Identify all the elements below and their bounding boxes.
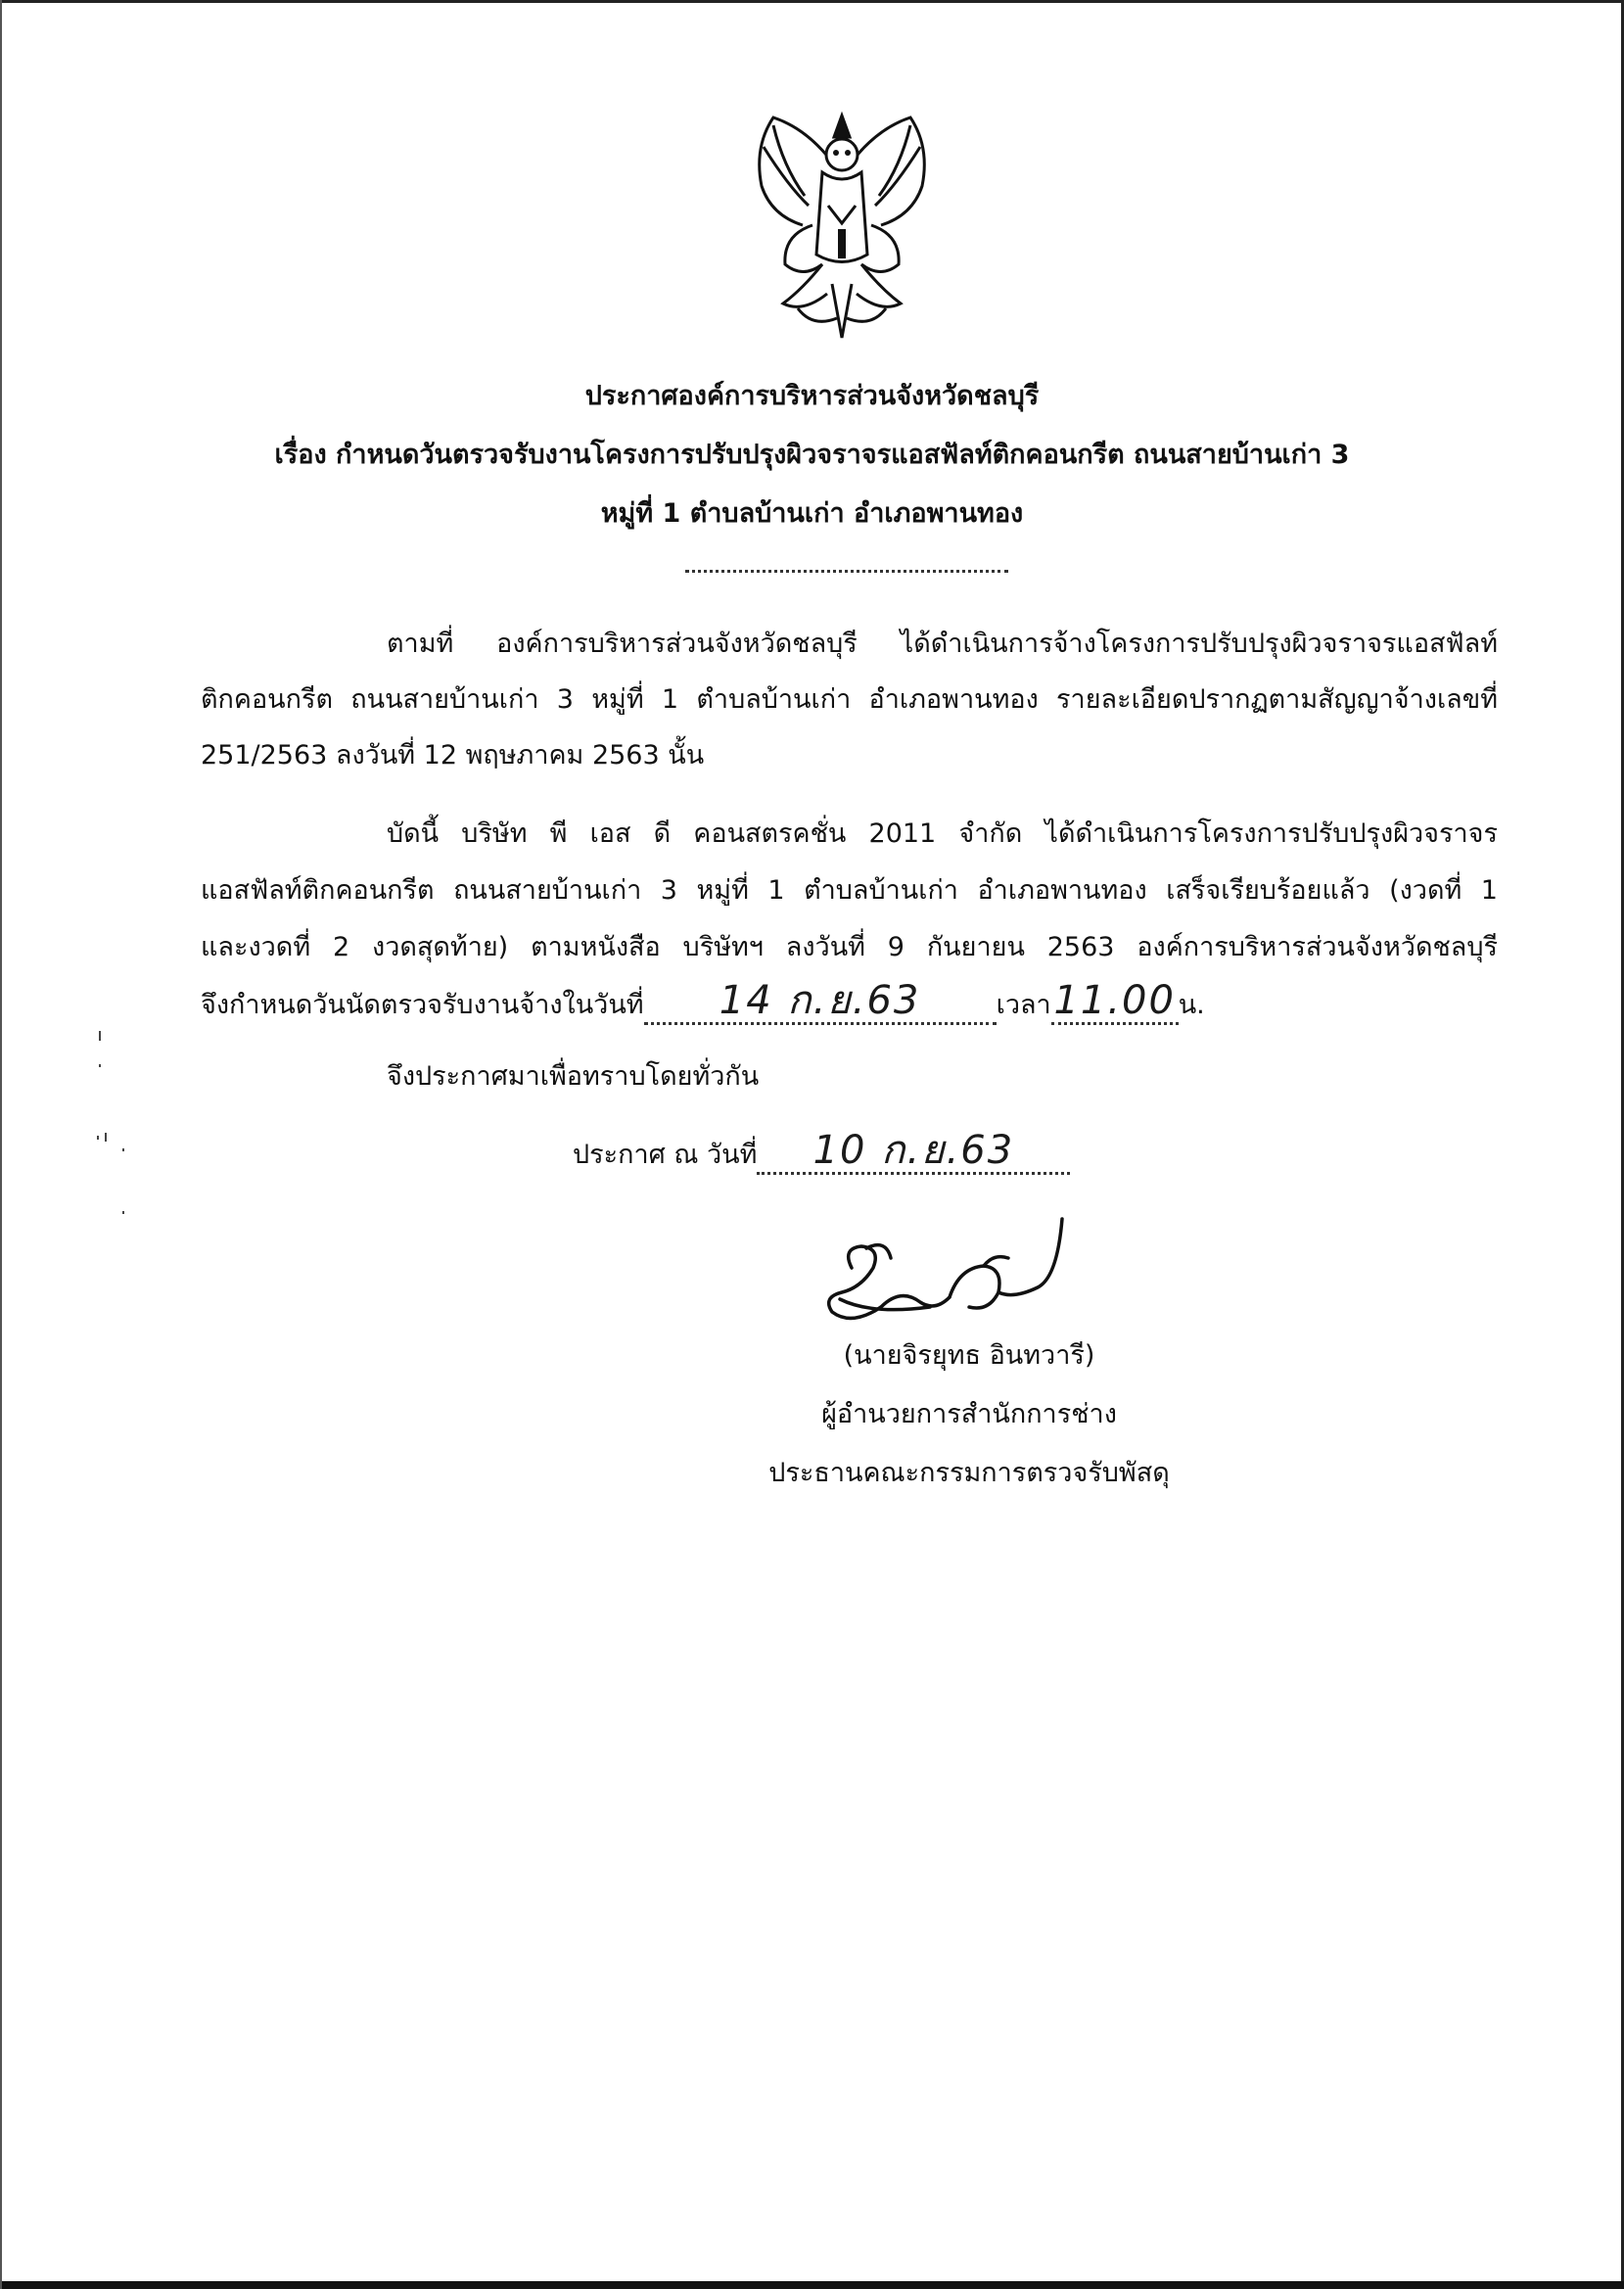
inspection-date-handwritten: 14 ก.ย.63 (719, 978, 921, 1023)
announcement-subject-line2: หมู่ที่ 1 ตำบลบ้านเก่า อำเภอพานทอง (600, 498, 1024, 529)
inspection-time-field (1051, 978, 1179, 1025)
announce-date-handwritten: 10 ก.ย.63 (812, 1128, 1015, 1173)
time-label: เวลา (996, 990, 1051, 1020)
paragraph2-line2: แอสฟัลท์ติกคอนกรีต ถนนสายบ้านเก่า 3 หมู่ที่ 1 ตำบลบ้านเก่า อำเภอพานทอง เสร็จเรียบร้อยแล้ว (งวดที่ 1 (201, 875, 1498, 906)
signatory-position1: ผู้อำนวยการสำนักการช่าง (821, 1399, 1117, 1429)
paragraph2-line1: บัดนี้ บริษัท พี เอส ดี คอนสตรคชั่น 2011 จำกัด ได้ดำเนินการโครงการปรับปรุงผิวจราจร (387, 818, 1498, 849)
announce-prefix: ประกาศ ณ วันที่ (573, 1140, 758, 1170)
signatory-position2: ประธานคณะกรรมการตรวจรับพัสดุ (768, 1458, 1170, 1488)
inspection-prefix: จึงกำหนดวันนัดตรวจรับงานจ้างในวันที่ (201, 990, 644, 1020)
paragraph1-line1: ตามที่ องค์การบริหารส่วนจังหวัดชลบุรี ได้ดำเนินการจ้างโครงการปรับปรุงผิวจราจรแอสฟัลท์ (387, 629, 1498, 659)
announce-date-field (757, 1128, 1070, 1175)
announcement-subject-line1: เรื่อง กำหนดวันตรวจรับงานโครงการปรับปรุงผิวจราจรแอสฟัลท์ติกคอนกรีต ถนนสายบ้านเก่า 3 (274, 440, 1350, 470)
signatory-name: (นายจิรยุทธ อินทวารี) (843, 1340, 1095, 1371)
scan-border-bottom (0, 2281, 1624, 2289)
announce-date-line (573, 1128, 1070, 1175)
announcement-title: ประกาศองค์การบริหารส่วนจังหวัดชลบุรี (584, 381, 1040, 411)
inspection-date-field (644, 978, 997, 1025)
separator-dotted (685, 570, 1008, 573)
time-suffix: น. (1178, 990, 1205, 1020)
scan-border-left (0, 0, 2, 2289)
paragraph1-line2: ติกคอนกรีต ถนนสายบ้านเก่า 3 หมู่ที่ 1 ตำบลบ้านเก่า อำเภอพานทอง รายละเอียดปรากฏตามสัญญาจ้างเลขที่ (201, 684, 1498, 715)
garuda-emblem-icon (744, 108, 940, 343)
inspection-line (201, 978, 1205, 1025)
closing-line: จึงประกาศมาเพื่อทราบโดยทั่วกัน (387, 1061, 760, 1092)
paragraph1-line3: 251/2563 ลงวันที่ 12 พฤษภาคม 2563 นั้น (201, 740, 705, 771)
signature-handwritten (812, 1209, 1077, 1341)
scan-specks (93, 1023, 132, 1219)
inspection-time-handwritten: 11.00 (1053, 978, 1176, 1023)
scan-border-top (0, 0, 1624, 3)
paragraph2-line3: และงวดที่ 2 งวดสุดท้าย) ตามหนังสือ บริษัทฯ ลงวันที่ 9 กันยายน 2563 องค์การบริหารส่วนจังหวัดชลบุรี (201, 932, 1498, 962)
